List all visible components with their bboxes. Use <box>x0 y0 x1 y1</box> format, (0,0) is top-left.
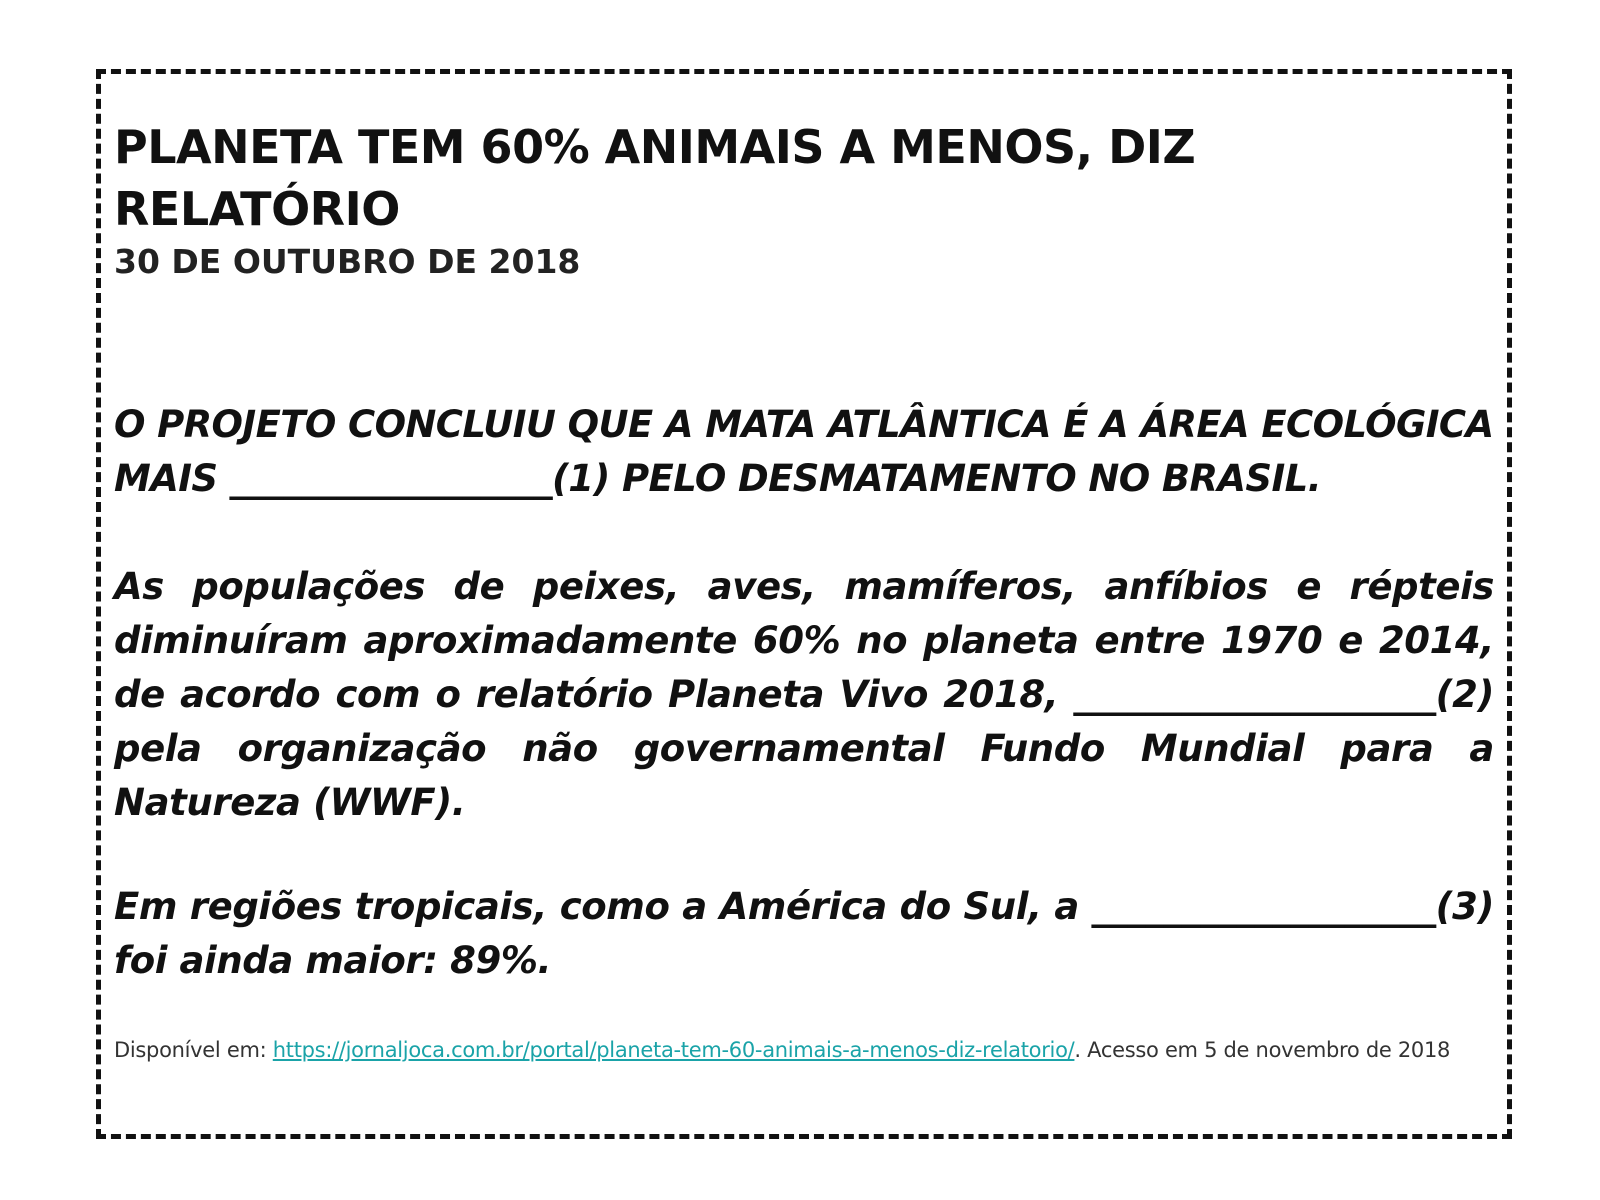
source-prefix: Disponível em: <box>114 1038 273 1062</box>
article-header <box>114 116 1494 284</box>
source-link[interactable]: https://jornaljoca.com.br/portal/planeta-tem-60-animais-a-menos-diz-relatorio/ <box>272 1038 1075 1062</box>
source-suffix: . Acesso em 5 de novembro de 2018 <box>1074 1038 1451 1062</box>
paragraph-2: As populações de peixes, aves, mamíferos, anfíbios e répteis diminuíram aproximadamente 60% no planeta entre 1970 e 2014, de acordo com o relatório Planeta Vivo 2018, ____________________(2) pela organização não governamental Fundo Mundial para a Natureza (WWF). <box>114 565 1494 824</box>
article-headline: PLANETA TEM 60% ANIMAIS A MENOS, DIZ RELATÓRIO <box>114 120 1196 236</box>
paragraph-1: O PROJETO CONCLUIU QUE A MATA ATLÂNTICA É A ÁREA ECOLÓGICA MAIS __________________(1) PELO DESMATAMENTO NO BRASIL. <box>114 403 1494 500</box>
source-citation <box>114 1036 1494 1065</box>
article-date: 30 DE OUTUBRO DE 2018 <box>114 242 581 281</box>
paragraph-3: Em regiões tropicais, como a América do Sul, a ___________________(3) foi ainda maior: 89%. <box>114 885 1494 982</box>
